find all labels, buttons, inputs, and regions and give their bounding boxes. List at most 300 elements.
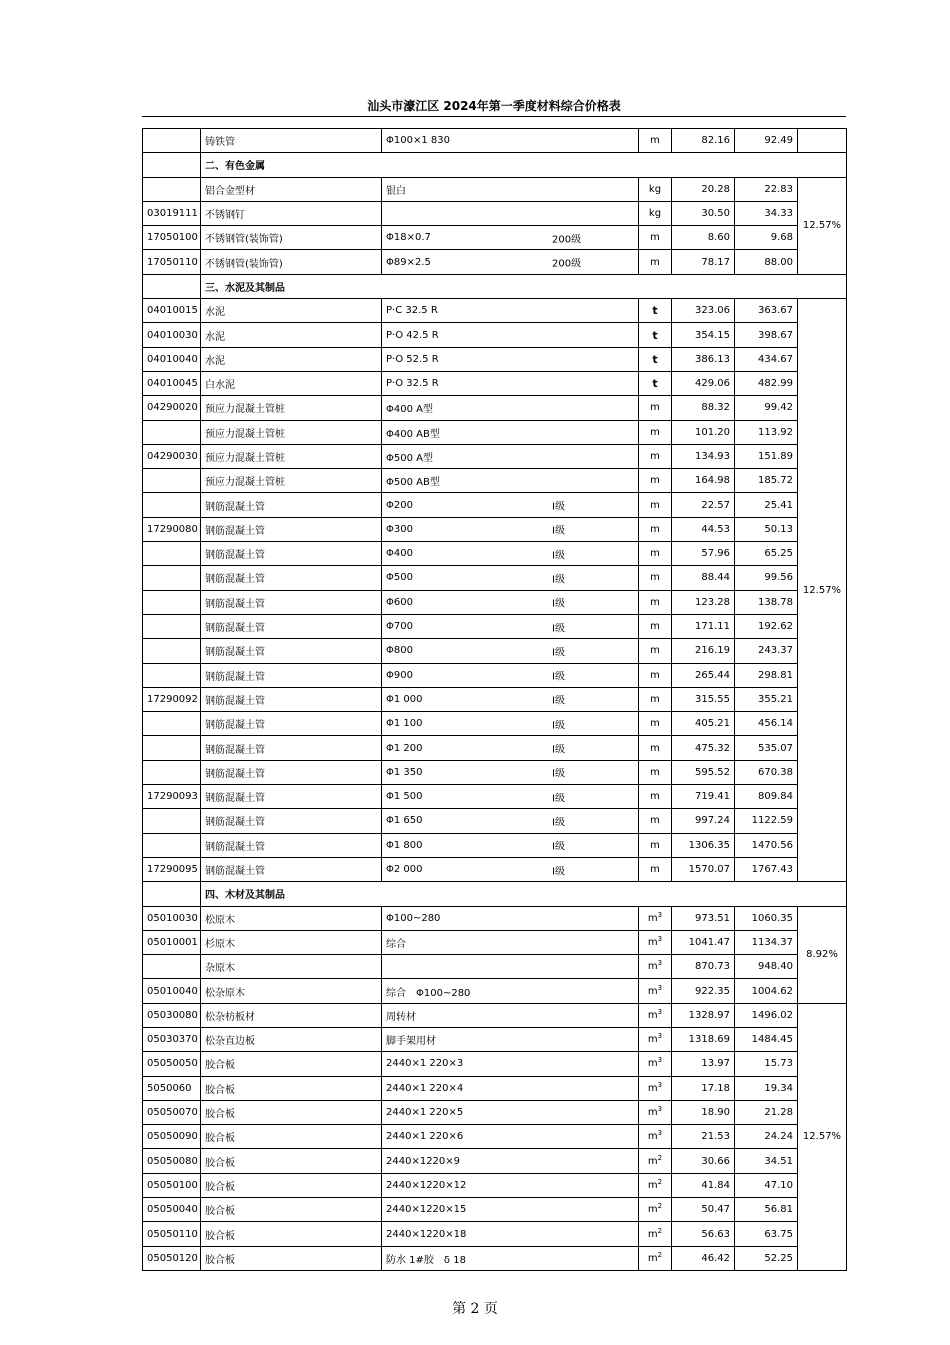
unit-superscript: 3: [657, 1032, 663, 1041]
table-row: [143, 201, 847, 225]
unit-cell: [639, 226, 672, 250]
unit-cell: [639, 566, 672, 590]
grade-text: Ⅰ级: [552, 793, 565, 805]
material-spec: [382, 396, 639, 420]
material-spec: [382, 1198, 639, 1222]
table-row: [143, 566, 847, 590]
spec-text: Φ1 650: [386, 815, 423, 827]
material-spec: [382, 614, 639, 638]
spec-text: Φ600: [386, 596, 413, 608]
spec-text: 2440×1 220×5: [386, 1107, 464, 1119]
spec-text: Φ400 A型: [386, 404, 433, 416]
section-row: [143, 153, 847, 177]
price-incl: 243.37: [735, 639, 798, 663]
material-spec: [382, 493, 639, 517]
price-excl: 973.51: [672, 906, 735, 930]
unit-cell: [639, 712, 672, 736]
unit-text: m: [650, 402, 660, 414]
unit-cell: [639, 1149, 672, 1173]
material-name: 白水泥: [201, 371, 382, 395]
unit-text: m: [650, 523, 660, 535]
table-row: [143, 809, 847, 833]
price-excl: 719.41: [672, 785, 735, 809]
price-excl: 323.06: [672, 299, 735, 323]
material-spec: [382, 760, 639, 784]
unit-cell: [639, 323, 672, 347]
material-code: [143, 177, 201, 201]
spec-text: 2440×1220×9: [386, 1155, 461, 1167]
unit-cell: [639, 250, 672, 274]
table-row: [143, 1198, 847, 1222]
unit-cell: [639, 1222, 672, 1246]
tax-rate: 8.92%: [798, 906, 847, 1003]
table-row: [143, 736, 847, 760]
price-excl: 20.28: [672, 177, 735, 201]
material-name: 钢筋混凝土管: [201, 517, 382, 541]
material-spec: [382, 687, 639, 711]
table-row: [143, 785, 847, 809]
table-row: [143, 493, 847, 517]
price-incl: 1004.62: [735, 979, 798, 1003]
material-code: 05050090: [143, 1125, 201, 1149]
price-incl: 21.28: [735, 1100, 798, 1124]
unit-cell: [639, 469, 672, 493]
table-row: [143, 299, 847, 323]
material-name: 胶合板: [201, 1173, 382, 1197]
material-spec: [382, 590, 639, 614]
unit-text: m: [650, 499, 660, 511]
price-incl: 355.21: [735, 687, 798, 711]
unit-cell: [639, 201, 672, 225]
material-spec: [382, 444, 639, 468]
spec-text: Φ2 000: [386, 864, 423, 876]
material-spec: [382, 323, 639, 347]
material-code: [143, 760, 201, 784]
table-row: [143, 1076, 847, 1100]
grade-text: Ⅰ级: [552, 501, 565, 513]
unit-cell: [639, 1076, 672, 1100]
grade-text: Ⅰ级: [552, 866, 565, 878]
table-row: [143, 469, 847, 493]
grade-text: Ⅰ级: [552, 598, 565, 610]
material-spec: [382, 1027, 639, 1051]
material-code: 17050100: [143, 226, 201, 250]
code-cell: [143, 153, 201, 177]
tax-rate: 12.57%: [798, 299, 847, 882]
table-row: [143, 1222, 847, 1246]
unit-text: m: [650, 645, 660, 657]
unit-superscript: 3: [657, 1007, 663, 1016]
table-row: [143, 129, 847, 153]
unit-cell: [639, 129, 672, 153]
grade-text: Ⅰ级: [552, 720, 565, 732]
unit-cell: [639, 1052, 672, 1076]
material-name: 胶合板: [201, 1222, 382, 1246]
unit-cell: [639, 809, 672, 833]
grade-text: Ⅰ级: [552, 623, 565, 635]
price-excl: 1570.07: [672, 857, 735, 881]
unit-text: m: [647, 1228, 658, 1240]
price-incl: 65.25: [735, 542, 798, 566]
spec-text: Φ1 100: [386, 718, 423, 730]
price-excl: 405.21: [672, 712, 735, 736]
table-row: [143, 590, 847, 614]
code-cell: [143, 882, 201, 906]
material-spec: [382, 712, 639, 736]
unit-cell: [639, 1198, 672, 1222]
unit-text: m: [647, 1179, 658, 1191]
unit-text: m: [650, 718, 660, 730]
material-spec: [382, 1173, 639, 1197]
material-code: 5050060: [143, 1076, 201, 1100]
material-name: 松杂枋板材: [201, 1003, 382, 1027]
price-excl: 46.42: [672, 1246, 735, 1270]
material-spec: [382, 736, 639, 760]
material-name: 钢筋混凝土管: [201, 590, 382, 614]
table-row: [143, 833, 847, 857]
material-code: [143, 833, 201, 857]
spec-text: Φ100~280: [386, 912, 441, 924]
material-name: 钢筋混凝土管: [201, 639, 382, 663]
material-spec: [382, 347, 639, 371]
price-excl: 216.19: [672, 639, 735, 663]
unit-cell: [639, 517, 672, 541]
unit-superscript: 3: [657, 1056, 663, 1065]
material-name: 松杂原木: [201, 979, 382, 1003]
spec-text: 周转材: [386, 1011, 416, 1023]
spec-text: Φ900: [386, 669, 413, 681]
table-row: [143, 760, 847, 784]
unit-superscript: 2: [657, 1250, 663, 1259]
material-spec: [382, 1003, 639, 1027]
unit-superscript: 2: [657, 1153, 663, 1162]
material-code: 17050110: [143, 250, 201, 274]
price-incl: 9.68: [735, 226, 798, 250]
table-row: [143, 250, 847, 274]
unit-superscript: 3: [657, 1080, 663, 1089]
material-spec: [382, 469, 639, 493]
code-cell: [143, 274, 201, 298]
material-spec: [382, 857, 639, 881]
table-row: [143, 1003, 847, 1027]
unit-text: m: [650, 766, 660, 778]
price-excl: 134.93: [672, 444, 735, 468]
table-row: [143, 444, 847, 468]
price-incl: 138.78: [735, 590, 798, 614]
price-incl: 1484.45: [735, 1027, 798, 1051]
material-name: 预应力混凝土管桩: [201, 420, 382, 444]
price-incl: 1122.59: [735, 809, 798, 833]
material-spec: [382, 129, 639, 153]
material-spec: [382, 1100, 639, 1124]
price-excl: 8.60: [672, 226, 735, 250]
section-row: [143, 274, 847, 298]
spec-text: Φ200: [386, 499, 413, 511]
material-name: 胶合板: [201, 1125, 382, 1149]
table-row: [143, 955, 847, 979]
material-spec: [382, 201, 639, 225]
material-code: 05030370: [143, 1027, 201, 1051]
spec-text: 综合 Φ100~280: [386, 987, 471, 999]
price-excl: 595.52: [672, 760, 735, 784]
table-row: [143, 396, 847, 420]
price-incl: 50.13: [735, 517, 798, 541]
unit-text: t: [652, 377, 658, 391]
price-incl: 298.81: [735, 663, 798, 687]
table-row: [143, 1100, 847, 1124]
price-incl: 25.41: [735, 493, 798, 517]
material-name: 钢筋混凝土管: [201, 809, 382, 833]
material-spec: [382, 639, 639, 663]
spec-text: Φ1 350: [386, 766, 423, 778]
unit-superscript: 3: [657, 1105, 663, 1114]
price-incl: 535.07: [735, 736, 798, 760]
unit-text: m: [650, 669, 660, 681]
material-name: 钢筋混凝土管: [201, 857, 382, 881]
price-excl: 1041.47: [672, 930, 735, 954]
unit-cell: [639, 930, 672, 954]
material-name: 钢筋混凝土管: [201, 542, 382, 566]
material-spec: [382, 663, 639, 687]
unit-cell: [639, 1173, 672, 1197]
unit-cell: [639, 857, 672, 881]
price-excl: 30.50: [672, 201, 735, 225]
material-name: 胶合板: [201, 1246, 382, 1270]
spec-text: P·C 32.5 R: [386, 305, 438, 317]
spec-text: Φ700: [386, 621, 413, 633]
price-excl: 41.84: [672, 1173, 735, 1197]
price-incl: 670.38: [735, 760, 798, 784]
unit-text: t: [652, 352, 658, 366]
table-row: [143, 857, 847, 881]
spec-text: Φ18×0.7: [386, 232, 431, 244]
spec-text: Φ1 500: [386, 791, 423, 803]
price-incl: 456.14: [735, 712, 798, 736]
unit-superscript: 3: [657, 959, 663, 968]
material-code: 05050110: [143, 1222, 201, 1246]
price-incl: 63.75: [735, 1222, 798, 1246]
material-code: 05050120: [143, 1246, 201, 1270]
unit-text: m: [647, 936, 658, 948]
unit-text: m: [647, 1107, 658, 1119]
price-excl: 870.73: [672, 955, 735, 979]
material-code: 05010040: [143, 979, 201, 1003]
price-incl: 809.84: [735, 785, 798, 809]
price-incl: 19.34: [735, 1076, 798, 1100]
price-excl: 123.28: [672, 590, 735, 614]
grade-text: Ⅰ级: [552, 550, 565, 562]
material-name: 水泥: [201, 347, 382, 371]
unit-cell: [639, 420, 672, 444]
unit-cell: [639, 590, 672, 614]
unit-cell: [639, 736, 672, 760]
spec-text: Φ500: [386, 572, 413, 584]
unit-text: m: [650, 548, 660, 560]
table-row: [143, 1052, 847, 1076]
material-code: 17290095: [143, 857, 201, 881]
table-row: [143, 930, 847, 954]
material-spec: [382, 420, 639, 444]
price-incl: 185.72: [735, 469, 798, 493]
price-incl: 1470.56: [735, 833, 798, 857]
table-row: [143, 226, 847, 250]
spec-text: Φ500 AB型: [386, 477, 440, 489]
price-incl: 56.81: [735, 1198, 798, 1222]
unit-text: m: [650, 232, 660, 244]
price-incl: 1767.43: [735, 857, 798, 881]
unit-superscript: 3: [657, 934, 663, 943]
table-row: [143, 663, 847, 687]
price-excl: 13.97: [672, 1052, 735, 1076]
unit-cell: [639, 1246, 672, 1270]
price-incl: 34.51: [735, 1149, 798, 1173]
price-incl: 482.99: [735, 371, 798, 395]
unit-cell: [639, 371, 672, 395]
material-code: 03019111: [143, 201, 201, 225]
grade-text: Ⅰ级: [552, 574, 565, 586]
price-incl: 1134.37: [735, 930, 798, 954]
unit-cell: [639, 1027, 672, 1051]
spec-text: Φ100×1 830: [386, 135, 450, 147]
unit-text: m: [650, 839, 660, 851]
material-code: [143, 736, 201, 760]
unit-cell: [639, 979, 672, 1003]
material-name: 胶合板: [201, 1149, 382, 1173]
material-name: 预应力混凝土管桩: [201, 396, 382, 420]
spec-text: 2440×1 220×6: [386, 1131, 464, 1143]
unit-cell: [639, 177, 672, 201]
unit-text: m: [647, 1155, 658, 1167]
section-title: 二、有色金属: [201, 153, 847, 177]
price-excl: 17.18: [672, 1076, 735, 1100]
material-spec: [382, 517, 639, 541]
table-row: [143, 614, 847, 638]
unit-text: m: [647, 912, 658, 924]
price-incl: 99.42: [735, 396, 798, 420]
material-name: 不锈钢管(装饰管): [201, 226, 382, 250]
material-code: [143, 639, 201, 663]
spec-text: 2440×1220×12: [386, 1179, 467, 1191]
unit-text: m: [650, 791, 660, 803]
table-row: [143, 323, 847, 347]
grade-text: Ⅰ级: [552, 695, 565, 707]
grade-text: 200级: [552, 234, 582, 246]
unit-superscript: 3: [657, 983, 663, 992]
spec-text: 2440×1220×18: [386, 1228, 467, 1240]
table-row: [143, 542, 847, 566]
price-excl: 56.63: [672, 1222, 735, 1246]
spec-text: Φ1 200: [386, 742, 423, 754]
table-row: [143, 371, 847, 395]
unit-text: t: [652, 328, 658, 342]
tax-rate: 12.57%: [798, 1003, 847, 1270]
material-code: [143, 129, 201, 153]
unit-cell: [639, 347, 672, 371]
material-spec: [382, 1222, 639, 1246]
material-spec: [382, 226, 639, 250]
unit-text: m: [647, 1204, 658, 1216]
material-spec: [382, 833, 639, 857]
price-incl: 398.67: [735, 323, 798, 347]
unit-text: m: [650, 596, 660, 608]
material-name: 钢筋混凝土管: [201, 566, 382, 590]
page-title: 汕头市濠江区 2024年第一季度材料综合价格表: [367, 99, 621, 113]
table-row: [143, 639, 847, 663]
material-code: [143, 712, 201, 736]
price-incl: 1496.02: [735, 1003, 798, 1027]
spec-text: Φ800: [386, 645, 413, 657]
material-spec: [382, 979, 639, 1003]
price-incl: 948.40: [735, 955, 798, 979]
price-incl: 192.62: [735, 614, 798, 638]
material-name: 胶合板: [201, 1076, 382, 1100]
material-code: [143, 955, 201, 979]
unit-cell: [639, 493, 672, 517]
price-excl: 265.44: [672, 663, 735, 687]
price-excl: 315.55: [672, 687, 735, 711]
price-excl: 164.98: [672, 469, 735, 493]
unit-text: m: [650, 451, 660, 462]
material-spec: [382, 785, 639, 809]
unit-text: m: [650, 742, 660, 754]
spec-text: Φ400: [386, 548, 413, 560]
spec-text: Φ300: [386, 523, 413, 535]
material-code: 05050100: [143, 1173, 201, 1197]
tax-rate: [798, 129, 847, 153]
unit-cell: [639, 663, 672, 687]
unit-cell: [639, 760, 672, 784]
material-code: [143, 663, 201, 687]
table-row: [143, 347, 847, 371]
price-excl: 386.13: [672, 347, 735, 371]
material-code: 04290020: [143, 396, 201, 420]
price-excl: 101.20: [672, 420, 735, 444]
grade-text: 200级: [552, 258, 582, 270]
grade-text: Ⅰ级: [552, 671, 565, 683]
material-code: 04010030: [143, 323, 201, 347]
unit-cell: [639, 396, 672, 420]
price-incl: 113.92: [735, 420, 798, 444]
price-excl: 1318.69: [672, 1027, 735, 1051]
unit-superscript: 3: [657, 1129, 663, 1138]
price-table: [142, 128, 847, 1271]
material-code: [143, 614, 201, 638]
spec-text: Φ1 000: [386, 693, 423, 705]
table-row: [143, 906, 847, 930]
material-spec: [382, 1125, 639, 1149]
material-spec: [382, 177, 639, 201]
material-name: 钢筋混凝土管: [201, 760, 382, 784]
material-name: 钢筋混凝土管: [201, 833, 382, 857]
material-code: 04290030: [143, 444, 201, 468]
unit-cell: [639, 614, 672, 638]
material-name: 不锈钢管(装饰管): [201, 250, 382, 274]
price-incl: 34.33: [735, 201, 798, 225]
price-excl: 922.35: [672, 979, 735, 1003]
table-row: [143, 1027, 847, 1051]
price-excl: 57.96: [672, 542, 735, 566]
price-excl: 88.44: [672, 566, 735, 590]
material-spec: [382, 1246, 639, 1270]
material-name: 预应力混凝土管桩: [201, 469, 382, 493]
price-excl: 354.15: [672, 323, 735, 347]
material-spec: [382, 955, 639, 979]
material-code: 05010001: [143, 930, 201, 954]
unit-superscript: 2: [657, 1202, 663, 1211]
tax-rate: 12.57%: [798, 177, 847, 274]
price-incl: 47.10: [735, 1173, 798, 1197]
material-spec: [382, 1076, 639, 1100]
